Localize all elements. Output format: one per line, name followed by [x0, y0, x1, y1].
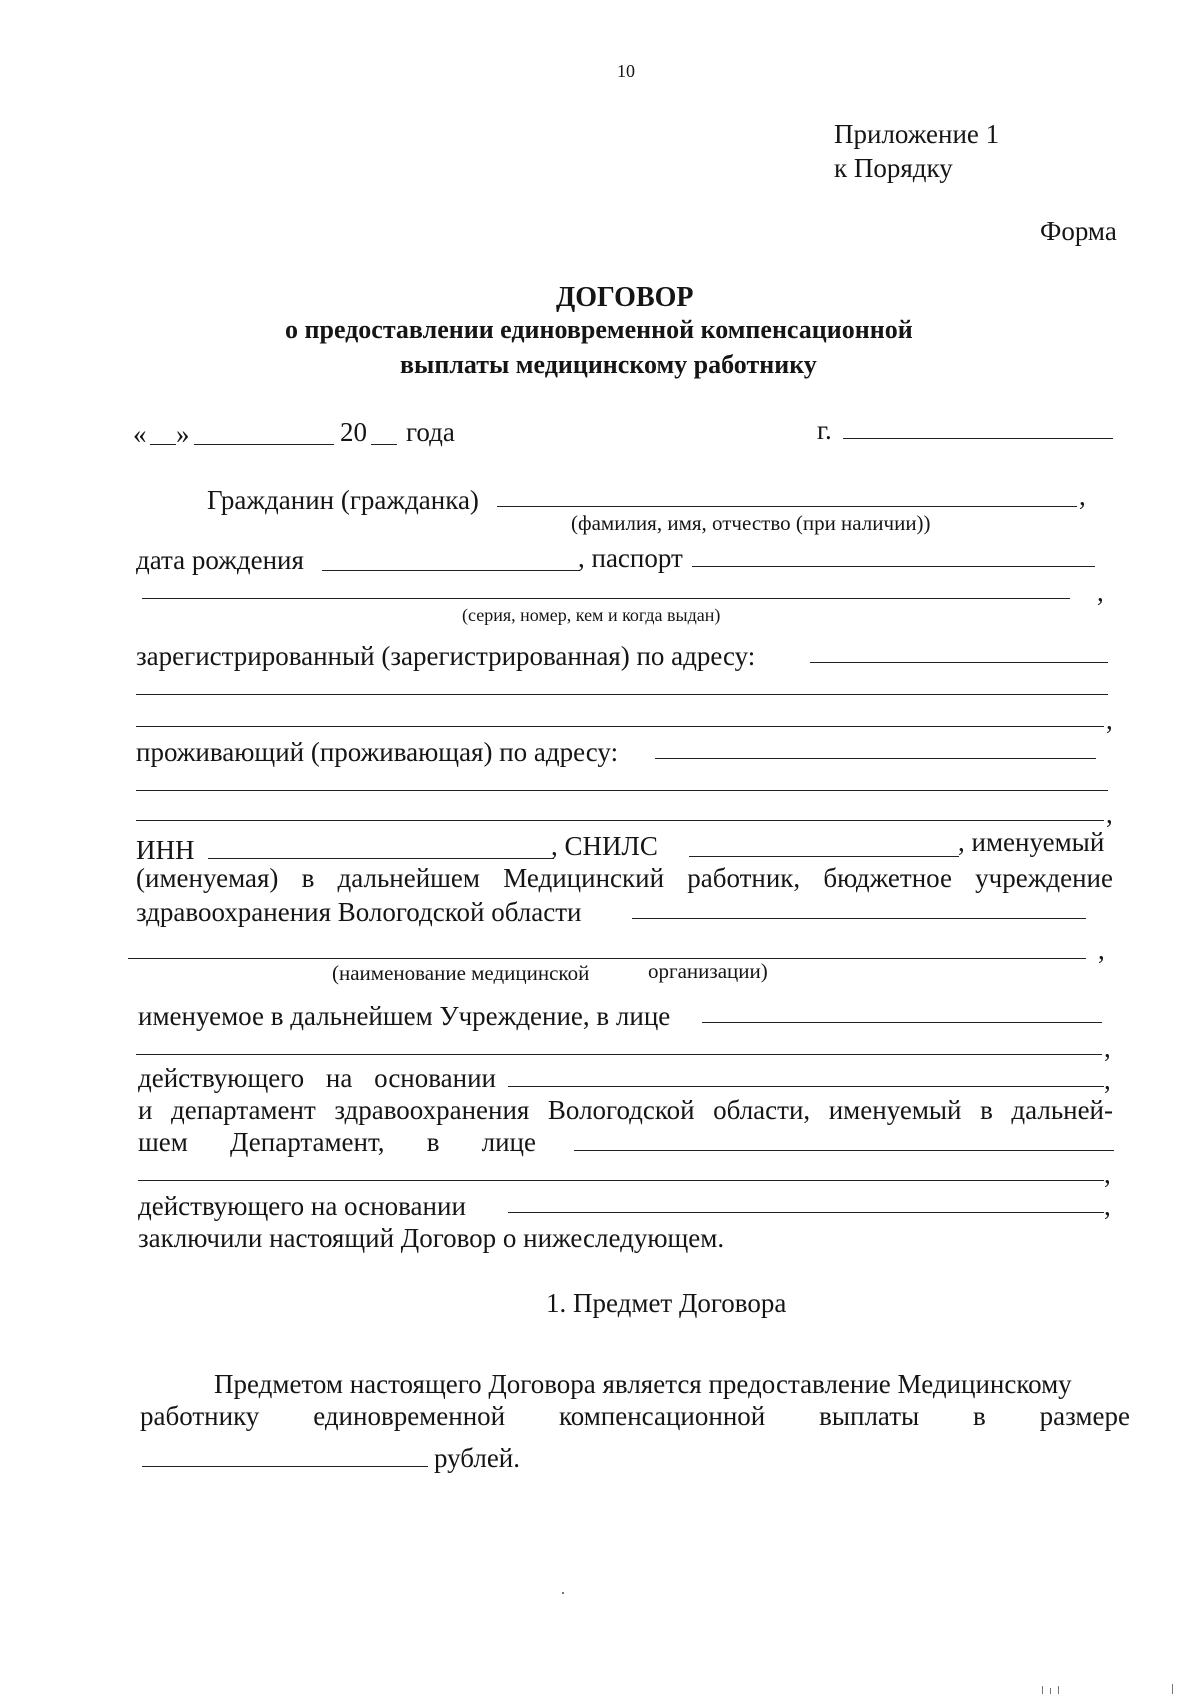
citizen-name-line [497, 506, 1077, 507]
department-text: и департамент здравоохранения Вологодской области, именуемый в дальней- [138, 1095, 1113, 1125]
word: в [426, 1127, 440, 1157]
acting-basis-line-2 [508, 1212, 1104, 1213]
word: учреждение [975, 863, 1113, 893]
year-prefix: 20 [340, 417, 367, 447]
registered-address-line-2 [136, 694, 1108, 695]
word: бюджетное [823, 863, 952, 893]
comma: , [1097, 577, 1104, 607]
section-paragraph-line1: Предметом настоящего Договора является предоставление Медицинскому [214, 1369, 1072, 1399]
word: Медицинский [503, 863, 665, 893]
word: Департамент, [230, 1127, 385, 1157]
section-paragraph-line2 [140, 1400, 1130, 1432]
comma: , [1104, 1191, 1111, 1221]
registered-address-line [810, 662, 1108, 663]
organization-line [632, 918, 1086, 919]
order-label: к Порядку [834, 153, 953, 183]
document-subtitle-line2: выплаты медицинскому работнику [400, 350, 817, 379]
amount-line [142, 1466, 428, 1467]
comma: , [1106, 799, 1113, 829]
word: в [973, 1401, 986, 1431]
month-field-line [194, 444, 334, 445]
word: шем [138, 1127, 188, 1157]
fio-hint: (фамилия, имя, отчество (при наличии)) [571, 511, 931, 535]
living-address-line [655, 758, 1096, 759]
word: основании [374, 1063, 496, 1093]
scan-speck [1172, 1684, 1173, 1694]
year-suffix: года [406, 417, 455, 447]
organization-hint: (наименование медицинской [332, 961, 590, 985]
acting-basis-label [138, 1062, 496, 1094]
acting-basis-label-2: действующего на основании [138, 1191, 466, 1221]
word: работнику [140, 1401, 260, 1431]
page-number: 10 [617, 61, 635, 81]
comma: , [1106, 705, 1113, 735]
day-field-line [150, 444, 176, 445]
document-title: ДОГОВОР [556, 282, 694, 313]
date-open-quote: « [133, 419, 147, 449]
city-prefix: г. [817, 415, 832, 445]
acting-basis-line [508, 1086, 1104, 1087]
department-representative-label [138, 1126, 536, 1158]
comma: , [1104, 1159, 1111, 1189]
appendix-label: Приложение 1 [834, 119, 1000, 149]
living-address-line-2 [136, 790, 1108, 791]
date-close-quote: » [176, 419, 190, 449]
comma: , [1079, 481, 1086, 511]
section-heading: 1. Предмет Договора [546, 1288, 787, 1318]
city-field-line [843, 438, 1113, 439]
snils-label: , СНИЛС [551, 831, 658, 861]
word: в [301, 863, 315, 893]
passport-label: , паспорт [578, 543, 683, 573]
concluded-text: заключили настоящий Договор о нижеследующем. [138, 1223, 725, 1253]
birth-date-line [322, 570, 580, 571]
named-label: , именуемый [958, 827, 1105, 857]
word: компенсационной [558, 1401, 766, 1431]
comma: , [1104, 1065, 1111, 1095]
scan-speck [1042, 1686, 1043, 1694]
living-address-line-3 [136, 820, 1104, 821]
scan-speck [1058, 1686, 1059, 1694]
passport-hint: (серия, номер, кем и когда выдан) [462, 605, 721, 625]
registered-address-label: зарегистрированный (зарегистрированная) по адресу: [136, 641, 756, 671]
organization-line-2 [128, 958, 1086, 959]
citizen-label: Гражданин (гражданка) [207, 485, 479, 515]
word: (именуемая) [136, 863, 279, 893]
birth-date-label: дата рождения [136, 545, 304, 575]
passport-line-2 [142, 598, 1070, 599]
year-field-line [371, 444, 397, 445]
word: выплаты [819, 1401, 920, 1431]
named-rest-line [136, 862, 1113, 894]
form-label: Форма [1040, 216, 1117, 246]
rubles-label: рублей. [434, 1443, 521, 1473]
inn-line [208, 858, 554, 859]
institution-label: именуемое в дальнейшем Учреждение, в лице [138, 1001, 671, 1031]
word: единовременной [313, 1401, 506, 1431]
institution-representative-line [702, 1022, 1102, 1023]
living-address-label: проживающий (проживающая) по адресу: [136, 737, 619, 767]
passport-line [692, 566, 1095, 567]
scan-speck [1050, 1688, 1051, 1694]
word: дальнейшем [337, 863, 481, 893]
comma: , [1098, 935, 1105, 965]
institution-representative-line-2 [136, 1054, 1102, 1055]
snils-line [689, 856, 959, 857]
inn-label: ИНН [136, 835, 195, 865]
word: действующего [138, 1063, 305, 1093]
organization-hint-2: организации) [648, 959, 768, 983]
scan-speck [562, 1592, 564, 1594]
word: работник, [687, 863, 801, 893]
registered-address-line-3 [136, 726, 1104, 727]
department-representative-line-2 [138, 1180, 1104, 1181]
word: на [325, 1063, 353, 1093]
document-subtitle-line1: о предоставлении единовременной компенсационной [285, 315, 913, 344]
comma: , [1104, 1033, 1111, 1063]
word: лице [481, 1127, 536, 1157]
department-representative-line [574, 1150, 1114, 1151]
health-region-label: здравоохранения Вологодской области [136, 897, 582, 927]
word: размере [1039, 1401, 1130, 1431]
